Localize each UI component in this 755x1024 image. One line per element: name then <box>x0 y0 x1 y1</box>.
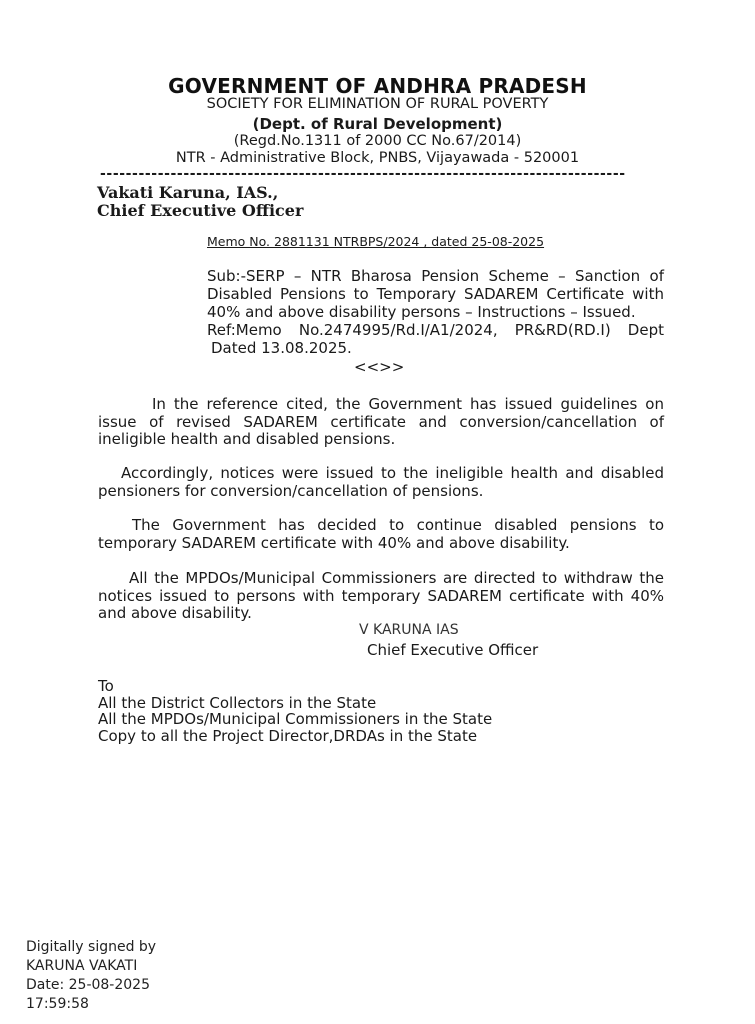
society-name: SOCIETY FOR ELIMINATION OF RURAL POVERTY <box>206 96 549 112</box>
subject-line: Sub:-SERP – NTR Bharosa Pension Scheme – Sanction of <box>207 267 664 285</box>
paragraph-line: Accordingly, notices were issued to the ineligible health and disabled <box>121 464 664 482</box>
paragraph-line: ineligible health and disabled pensions. <box>98 430 396 448</box>
paragraph-line: All the MPDOs/Municipal Commissioners are directed to withdraw the <box>129 569 664 587</box>
digital-signer-name: KARUNA VAKATI <box>26 958 138 974</box>
header-divider: ---------------------------------------------------------------------------------- <box>100 166 626 182</box>
government-title: GOVERNMENT OF ANDHRA PRADESH <box>168 74 587 98</box>
signatory-designation: Chief Executive Officer <box>367 641 539 659</box>
digital-signature-stamp <box>26 938 156 1014</box>
subject-block <box>207 267 664 357</box>
recipient-item: All the District Collectors in the State <box>98 693 377 712</box>
recipient-item: Copy to all the Project Director,DRDAs in the State <box>98 726 478 745</box>
issuer-name: Vakati Karuna, IAS., <box>97 183 279 202</box>
recipients-block <box>98 678 492 744</box>
reference-date: Dated 13.08.2025. <box>211 339 352 357</box>
body-paragraph <box>98 465 664 500</box>
paragraph-line: pensioners for conversion/cancellation of pensions. <box>98 481 484 500</box>
subject-line: Disabled Pensions to Temporary SADAREM Certificate with <box>207 285 664 303</box>
paragraph-line: In the reference cited, the Government has issued guidelines on <box>152 395 664 413</box>
digital-signature-label: Digitally signed by <box>26 939 157 955</box>
office-address: NTR - Administrative Block, PNBS, Vijayawada - 520001 <box>175 150 580 166</box>
digital-signature-time: 17:59:58 <box>26 996 89 1012</box>
paragraph-line: issue of revised SADAREM certificate and conversion/cancellation of <box>98 412 664 431</box>
issuer-designation: Chief Executive Officer <box>97 201 304 220</box>
paragraph-line: notices issued to persons with temporary SADAREM certificate with 40% <box>98 586 664 605</box>
body-paragraph <box>98 570 664 623</box>
paragraph-line: temporary SADAREM certificate with 40% and above disability. <box>98 533 570 552</box>
paragraph-line: The Government has decided to continue disabled pensions to <box>132 516 664 534</box>
digital-signature-date: Date: 25-08-2025 <box>26 977 150 993</box>
registration-number: (Regd.No.1311 of 2000 CC No.67/2014) <box>233 133 522 149</box>
department-name: (Dept. of Rural Development) <box>252 115 503 133</box>
subject-line: 40% and above disability persons – Instructions – Issued. <box>207 303 636 321</box>
body-paragraph <box>98 396 664 449</box>
body-paragraph <box>98 517 664 552</box>
reference-line: Ref:Memo No.2474995/Rd.I/A1/2024, PR&RD(RD.I) Dept <box>207 321 664 339</box>
subject-separator: <<>> <box>354 358 405 376</box>
signatory-name: V KARUNA IAS <box>359 622 459 638</box>
paragraph-line: and above disability. <box>98 604 252 622</box>
recipient-item: All the MPDOs/Municipal Commissioners in the State <box>98 710 493 728</box>
to-label: To <box>98 677 114 695</box>
memo-reference: Memo No. 2881131 NTRBPS/2024 , dated 25-08-2025 <box>207 234 545 249</box>
